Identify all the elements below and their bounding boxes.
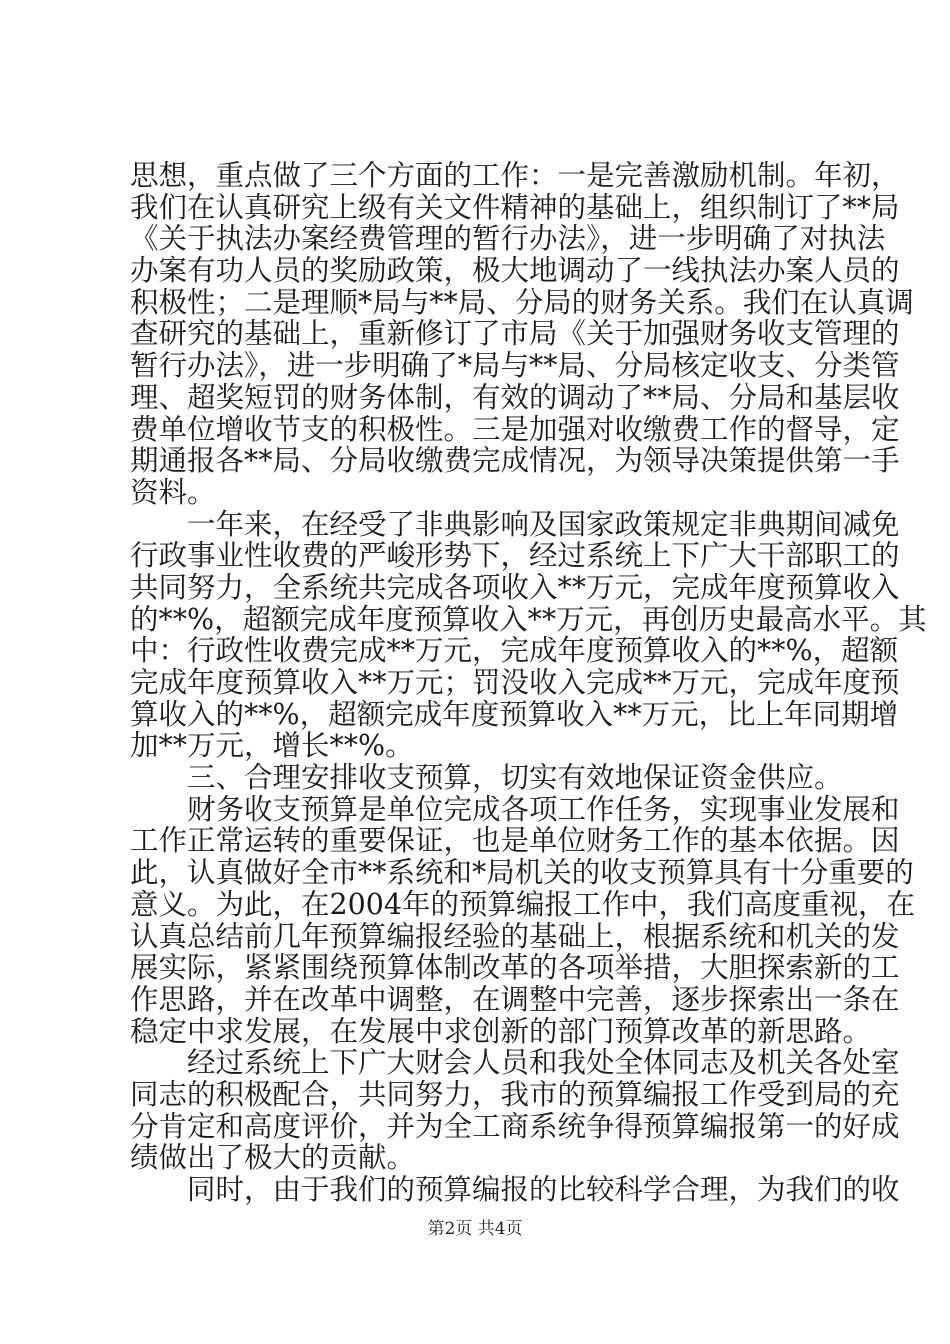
text-line: 共同努力，全系统共完成各项收入**万元，完成年度预算收入 <box>130 570 900 604</box>
text-line: 理、超奖短罚的财务体制，有效的调动了**局、分局和基层收 <box>130 380 900 414</box>
text-line: 我们在认真研究上级有关文件精神的基础上，组织制订了**局 <box>130 190 900 224</box>
text-line: 行政事业性收费的严峻形势下，经过系统上下广大干部职工的 <box>130 539 900 573</box>
text-line: 一年来，在经受了非典影响及国家政策规定非典期间减免 <box>130 507 900 541</box>
text-line: 查研究的基础上，重新修订了市局《关于加强财务收支管理的 <box>130 317 900 351</box>
text-line: 工作正常运转的重要保证，也是单位财务工作的基本依据。因 <box>130 824 900 858</box>
text-line: 展实际，紧紧围绕预算体制改革的各项举措，大胆探索新的工 <box>130 951 900 985</box>
text-line: 意义。为此，在2004年的预算编报工作中，我们高度重视，在 <box>130 887 916 921</box>
page-number-label: 第2页 共4页 <box>427 1219 523 1239</box>
document-body <box>130 159 927 1206</box>
text-line: 暂行办法》，进一步明确了*局与**局、分局核定收支、分类管 <box>130 349 900 383</box>
text-line: 稳定中求发展，在发展中求创新的部门预算改革的新思路。 <box>130 1014 872 1048</box>
text-line: 同时，由于我们的预算编报的比较科学合理，为我们的收 <box>130 1173 900 1206</box>
text-line: 完成年度预算收入**万元；罚没收入完成**万元，完成年度预 <box>130 666 900 699</box>
text-line: 算收入的**%，超额完成年度预算收入**万元，比上年同期增 <box>130 697 899 731</box>
text-line: 三、合理安排收支预算，切实有效地保证资金供应。 <box>130 761 843 795</box>
text-line: 加**万元，增长**%。 <box>130 729 414 763</box>
text-line: 财务收支预算是单位完成各项工作任务，实现事业发展和 <box>130 792 900 826</box>
text-line: 作思路，并在改革中调整，在调整中完善，逐步探索出一条在 <box>130 982 900 1016</box>
text-line: 经过系统上下广大财会人员和我处全体同志及机关各处室 <box>130 1046 900 1080</box>
text-line: 资料。 <box>130 475 216 509</box>
page-footer <box>0 1218 950 1240</box>
text-line: 思想，重点做了三个方面的工作：一是完善激励机制。年初， <box>130 159 900 192</box>
text-line: 中：行政性收费完成**万元，完成年度预算收入的**%，超额 <box>130 634 899 668</box>
text-line: 《关于执法办案经费管理的暂行办法》，进一步明确了对执法 <box>130 222 886 256</box>
text-line: 办案有功人员的奖励政策，极大地调动了一线执法办案人员的 <box>130 254 900 288</box>
text-line: 期通报各**局、分局收缴费完成情况，为领导决策提供第一手 <box>130 444 900 478</box>
text-line: 费单位增收节支的积极性。三是加强对收缴费工作的督导，定 <box>130 412 900 446</box>
text-line: 积极性；二是理顺*局与**局、分局的财务关系。我们在认真调 <box>130 285 914 319</box>
text-line: 分肯定和高度评价，并为全工商系统争得预算编报第一的好成 <box>130 1109 900 1143</box>
text-line: 的**%，超额完成年度预算收入**万元，再创历史最高水平。其 <box>130 602 927 636</box>
text-line: 同志的积极配合，共同努力，我市的预算编报工作受到局的充 <box>130 1077 900 1111</box>
text-line: 认真总结前几年预算编报经验的基础上，根据系统和机关的发 <box>130 919 900 953</box>
text-line: 绩做出了极大的贡献。 <box>130 1141 416 1175</box>
text-line: 此，认真做好全市**系统和*局机关的收支预算具有十分重要的 <box>130 856 914 890</box>
